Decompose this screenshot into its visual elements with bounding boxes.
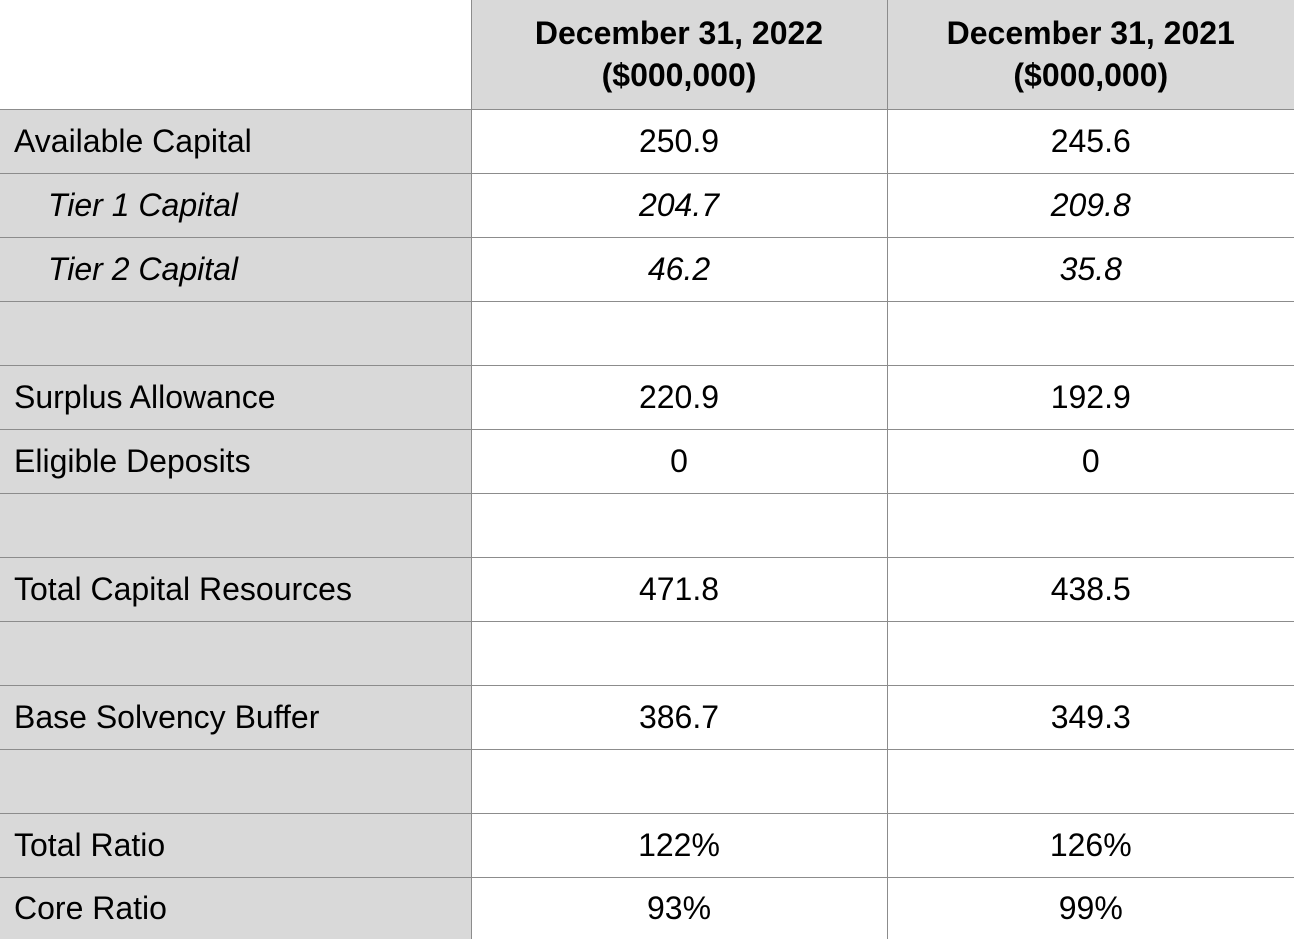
value-2022: 46.2 <box>471 237 887 301</box>
value-2022: 471.8 <box>471 557 887 621</box>
row-label: Available Capital <box>0 109 471 173</box>
value-2021: 192.9 <box>887 365 1294 429</box>
row-label: Surplus Allowance <box>0 365 471 429</box>
value-2021: 126% <box>887 813 1294 877</box>
table-row <box>0 429 1294 493</box>
column-header-2022 <box>471 0 887 109</box>
value-2021 <box>887 493 1294 557</box>
column-header-2022-unit: ($000,000) <box>601 57 757 94</box>
table-row <box>0 813 1294 877</box>
table-row <box>0 365 1294 429</box>
row-label: Base Solvency Buffer <box>0 685 471 749</box>
value-2021: 209.8 <box>887 173 1294 237</box>
value-2022 <box>471 621 887 685</box>
value-2022: 0 <box>471 429 887 493</box>
row-label: Tier 2 Capital <box>0 237 471 301</box>
value-2021: 99% <box>887 877 1294 939</box>
value-2022: 386.7 <box>471 685 887 749</box>
row-label: Total Capital Resources <box>0 557 471 621</box>
table-row-blank <box>0 493 1294 557</box>
table-row <box>0 557 1294 621</box>
row-label <box>0 621 471 685</box>
table-body <box>0 109 1294 939</box>
value-2022 <box>471 493 887 557</box>
column-header-2022-date: December 31, 2022 <box>534 15 824 52</box>
value-2022: 220.9 <box>471 365 887 429</box>
value-2021 <box>887 749 1294 813</box>
value-2022 <box>471 301 887 365</box>
value-2021: 245.6 <box>887 109 1294 173</box>
column-header-2021-date: December 31, 2021 <box>946 15 1235 52</box>
table-row <box>0 173 1294 237</box>
corner-cell <box>0 0 471 109</box>
value-2021 <box>887 621 1294 685</box>
value-2021: 0 <box>887 429 1294 493</box>
value-2022: 122% <box>471 813 887 877</box>
row-label: Eligible Deposits <box>0 429 471 493</box>
row-label: Core Ratio <box>0 877 471 939</box>
table-row-blank <box>0 749 1294 813</box>
column-header-2021-unit: ($000,000) <box>1013 57 1169 94</box>
value-2021 <box>887 301 1294 365</box>
table-row-blank <box>0 621 1294 685</box>
value-2022: 250.9 <box>471 109 887 173</box>
row-label <box>0 301 471 365</box>
value-2021: 349.3 <box>887 685 1294 749</box>
value-2022: 93% <box>471 877 887 939</box>
row-label <box>0 749 471 813</box>
table-row <box>0 109 1294 173</box>
row-label <box>0 493 471 557</box>
table-row <box>0 877 1294 939</box>
table-row <box>0 685 1294 749</box>
table-row <box>0 237 1294 301</box>
value-2021: 35.8 <box>887 237 1294 301</box>
table-header-row <box>0 0 1294 109</box>
table-row-blank <box>0 301 1294 365</box>
value-2021: 438.5 <box>887 557 1294 621</box>
column-header-2021 <box>887 0 1294 109</box>
row-label: Total Ratio <box>0 813 471 877</box>
value-2022 <box>471 749 887 813</box>
row-label: Tier 1 Capital <box>0 173 471 237</box>
value-2022: 204.7 <box>471 173 887 237</box>
